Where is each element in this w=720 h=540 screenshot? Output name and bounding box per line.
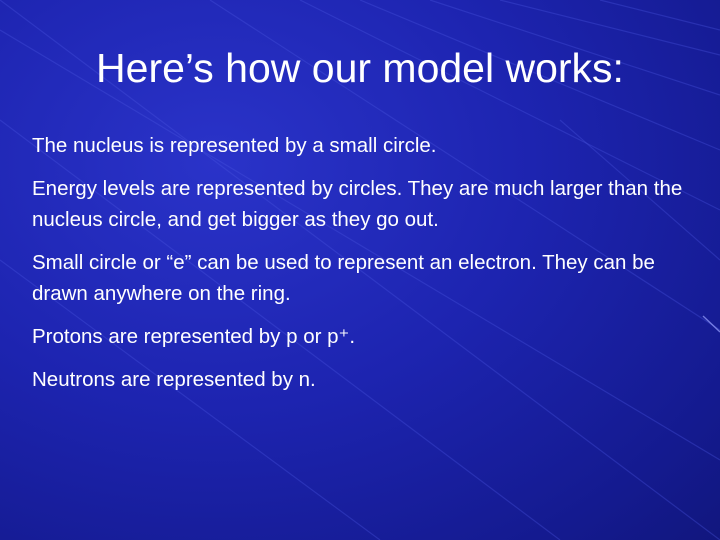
bullet-electron: Small circle or “e” can be used to represent an electron. They can be drawn anywhere on the ring. — [32, 251, 655, 305]
bullet-neutrons: Neutrons are represented by n. — [32, 368, 316, 391]
bullet-protons: Protons are represented by p or p⁺. — [32, 325, 356, 348]
bullet-nucleus: The nucleus is represented by a small circle. — [32, 134, 437, 157]
bullet-list — [32, 130, 692, 407]
slide-title: Here’s how our model works: — [96, 45, 624, 91]
bullet-energy-levels: Energy levels are represented by circles. They are much larger than the nucleus circle, and get bigger as they go out. — [32, 177, 683, 231]
